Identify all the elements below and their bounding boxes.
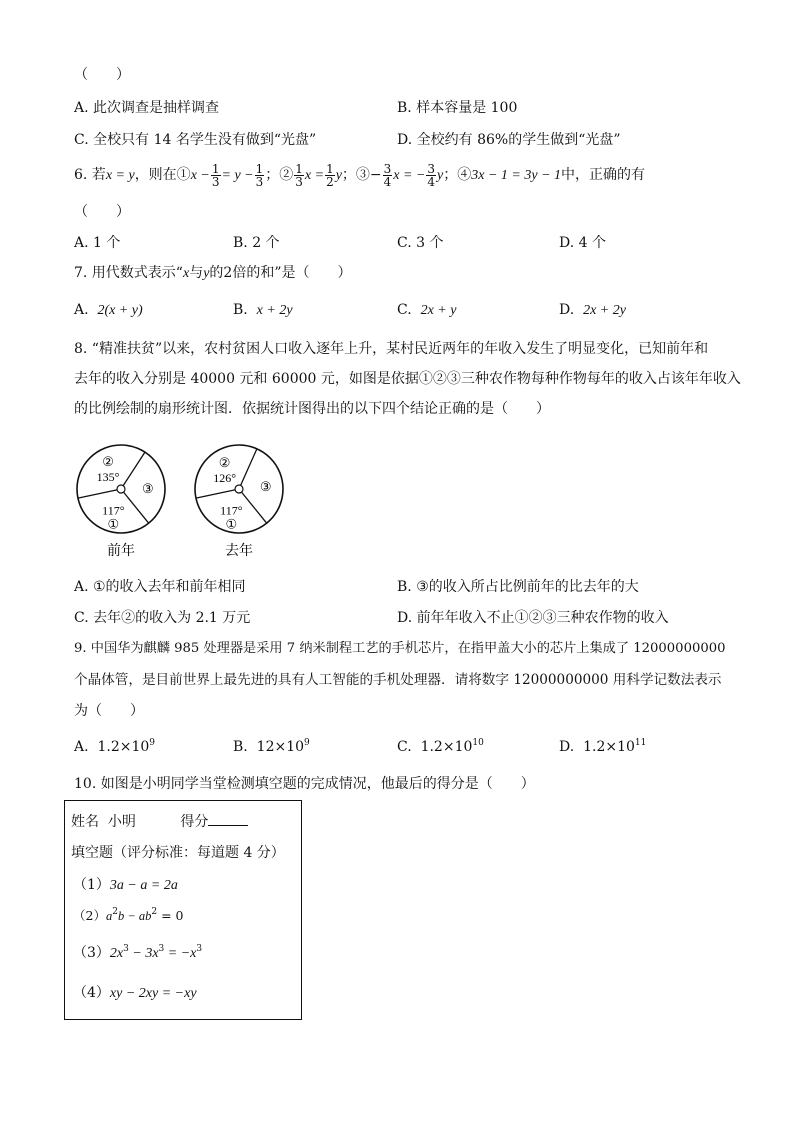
quiz-item-1: （1）3a − a = 2a xyxy=(73,877,178,893)
q7-option-a[interactable]: A. 2(x + y) xyxy=(74,302,143,318)
q6-option-c[interactable]: C. 3 个 xyxy=(397,235,444,251)
pie-0-slice-1-angle: 117° xyxy=(102,503,125,518)
quiz-item-4: （4）xy − 2xy = −xy xyxy=(73,985,197,1001)
q5-option-d[interactable]: D. 全校约有 86%的学生做到“光盘” xyxy=(397,132,621,148)
pie-1-slice-0-angle: 126° xyxy=(213,471,237,486)
pie-1-title: 去年 xyxy=(225,544,253,559)
q6-option-b[interactable]: B. 2 个 xyxy=(233,235,280,251)
pie-0-slice-1-label: ① xyxy=(107,516,120,532)
pie-0-center xyxy=(117,485,125,493)
pie-1-slice-1-label: ① xyxy=(225,516,238,532)
q7-option-d[interactable]: D. 2x + 2y xyxy=(559,302,626,318)
q7-option-b[interactable]: B. x + 2y xyxy=(233,302,293,318)
q6-option-a[interactable]: A. 1 个 xyxy=(74,235,121,251)
q8-stem-line1: 8. “精准扶贫”以来，农村贫困人口收入逐年上升，某村民近两年的年收入发生了明显变化，已知前年和 xyxy=(74,341,709,357)
pie-1-radius-0 xyxy=(196,489,239,498)
pie-1-radius-1 xyxy=(239,449,257,489)
q5-answer-paren: （ ） xyxy=(74,67,130,83)
q8-stem-line3: 的比例绘制的扇形统计图．依据统计图得出的以下四个结论正确的是（ ） xyxy=(74,401,550,417)
q8-option-d[interactable]: D. 前年年收入不止①②③三种农作物的收入 xyxy=(397,610,669,626)
quiz-item-2: $(2)a^2b - ab^2 = 0$ xyxy=(73,907,184,923)
pie-1-center xyxy=(235,485,243,493)
quiz-section-title: 填空题（评分标准：每道题 4 分） xyxy=(71,845,285,861)
pie-1-slice-1-angle: 117° xyxy=(220,503,243,518)
pie-0-slice-2-label: ③ xyxy=(142,480,154,496)
q9-option-d[interactable]: D. $1.2\times 10^{11}$ xyxy=(559,738,647,755)
pie-1-slice-2-label: ③ xyxy=(259,479,272,495)
score-blank xyxy=(208,813,248,826)
q7-stem: 7. 用代数式表示“x与y的2倍的和”是（ ） xyxy=(74,265,352,281)
pie-charts xyxy=(72,434,332,570)
q5-option-a[interactable]: A. 此次调查是抽样调查 xyxy=(74,100,220,116)
q8-option-b[interactable]: B. ③的收入所占比例前年的比去年的大 xyxy=(397,579,639,595)
q9-option-c[interactable]: C. $1.2\times 10^{10}$ xyxy=(397,738,484,755)
quiz-item-3: $(3)2x^3 - 3x^3 = -x^3$ xyxy=(73,944,203,961)
q9-stem-line2: 个晶体管，是目前世界上最先进的具有人工智能的手机处理器．请将数字 12000000000 用科学记数法表示 xyxy=(74,672,722,688)
q9-option-b[interactable]: B. $12\times 10^9$ xyxy=(233,738,310,755)
quiz-name-row: 姓名 小明 得分 xyxy=(71,813,248,831)
q5-option-b[interactable]: B. 样本容量是 100 xyxy=(397,100,518,116)
pie-0-title: 前年 xyxy=(107,544,135,559)
q6-option-d[interactable]: D. 4 个 xyxy=(559,235,606,251)
q6-stem: 6. 若x = y，则在①x − $\frac{1}{3}$ = y − $\frac{1}{3}$ ；② $\frac{1}{3}$ x = $\frac{1}{2}$ y；③− $\frac{3}{4}$ x = − $\frac{3}{4}$ y；④3x − 1 = 3y − 1中，正确的有 xyxy=(74,161,646,189)
q9-option-a[interactable]: A. $1.2\times 10^9$ xyxy=(74,738,156,755)
q8-option-c[interactable]: C. 去年②的收入为 2.1 万元 xyxy=(74,610,251,626)
pie-0-slice-0-label: ② xyxy=(102,454,114,470)
pie-0-slice-0-angle: 135° xyxy=(96,470,120,485)
q8-stem-line2: 去年的收入分别是 40000 元和 60000 元，如图是依据①②③三种农作物每种作物每年的收入占该年年收入 xyxy=(74,371,741,387)
quiz-card xyxy=(64,800,302,1020)
q5-option-c[interactable]: C. 全校只有 14 名学生没有做到“光盘” xyxy=(74,132,317,148)
q6-answer-paren: （ ） xyxy=(74,204,130,220)
q10-stem: 10. 如图是小明同学当堂检测填空题的完成情况，他最后的得分是（ ） xyxy=(74,776,535,792)
q9-stem-line3: 为（ ） xyxy=(74,703,144,719)
pie-1-slice-0-label: ② xyxy=(218,455,231,471)
pie-1-radius-2 xyxy=(239,489,267,523)
q9-stem-line1: 9. 中国华为麒麟 985 处理器是采用 7 纳米制程工艺的手机芯片，在指甲盖大小的芯片上集成了 12000000000 xyxy=(74,641,726,656)
q8-option-a[interactable]: A. ①的收入去年和前年相同 xyxy=(74,579,246,595)
pie-0-radius-0 xyxy=(78,489,121,498)
q7-option-c[interactable]: C. 2x + y xyxy=(397,302,457,318)
